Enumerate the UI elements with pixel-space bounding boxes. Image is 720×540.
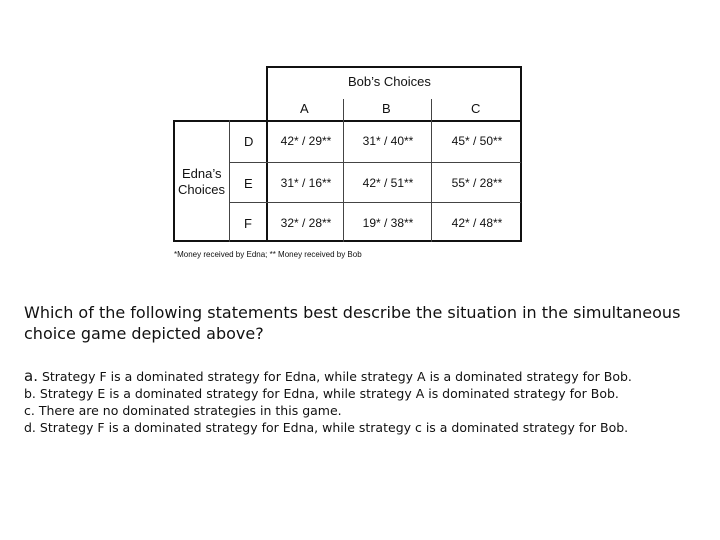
- payoff-cell-d-a: 42* / 29**: [280, 134, 332, 148]
- option-b-letter: b.: [24, 386, 36, 401]
- table-footnote: *Money received by Edna; ** Money received by Bob: [174, 250, 362, 259]
- payoff-cell-f-b: 19* / 38**: [362, 216, 414, 230]
- option-a-text: Strategy F is a dominated strategy for Edna, while strategy A is a dominated strategy for Bob.: [37, 369, 632, 384]
- payoff-cell-d-c: 45* / 50**: [451, 134, 503, 148]
- option-a-letter: a.: [24, 367, 38, 385]
- row-header-f: F: [244, 216, 252, 231]
- table-line: [520, 66, 522, 242]
- option-a[interactable]: [24, 368, 632, 385]
- column-header-b: B: [382, 101, 391, 116]
- option-b-text: Strategy E is a dominated strategy for Edna, while strategy A is dominated strategy for Bob.: [35, 386, 619, 401]
- table-line: [431, 99, 432, 242]
- option-c-letter: c.: [24, 403, 35, 418]
- table-line: [229, 202, 521, 203]
- table-line: [229, 162, 521, 163]
- answer-options: [24, 368, 632, 436]
- payoff-matrix: [172, 64, 524, 244]
- option-b[interactable]: [24, 385, 632, 402]
- column-header-c: C: [471, 101, 481, 116]
- column-header-a: A: [300, 101, 309, 116]
- column-group-title: Bob’s Choices: [348, 74, 431, 89]
- row-header-d: D: [244, 134, 254, 149]
- row-header-e: E: [244, 176, 253, 191]
- payoff-cell-f-a: 32* / 28**: [280, 216, 332, 230]
- option-d-letter: d.: [24, 420, 36, 435]
- payoff-cell-e-b: 42* / 51**: [362, 176, 414, 190]
- option-c[interactable]: [24, 402, 632, 419]
- table-line: [229, 120, 230, 242]
- option-d-text: Strategy F is a dominated strategy for Edna, while strategy c is a dominated strategy for Bob.: [35, 420, 629, 435]
- table-line: [173, 120, 522, 122]
- row-group-title-line1: Edna’s: [182, 166, 222, 181]
- option-d[interactable]: [24, 419, 632, 436]
- table-line: [173, 120, 175, 242]
- table-line: [173, 240, 522, 242]
- row-group-title-line2: Choices: [178, 182, 225, 197]
- question-text: Which of the following statements best describe the situation in the simultaneous choice game depicted above?: [24, 303, 681, 343]
- table-line: [266, 66, 522, 68]
- payoff-cell-f-c: 42* / 48**: [451, 216, 503, 230]
- option-c-text: There are no dominated strategies in this game.: [34, 403, 342, 418]
- payoff-cell-e-c: 55* / 28**: [451, 176, 503, 190]
- payoff-cell-d-b: 31* / 40**: [362, 134, 414, 148]
- payoff-cell-e-a: 31* / 16**: [280, 176, 332, 190]
